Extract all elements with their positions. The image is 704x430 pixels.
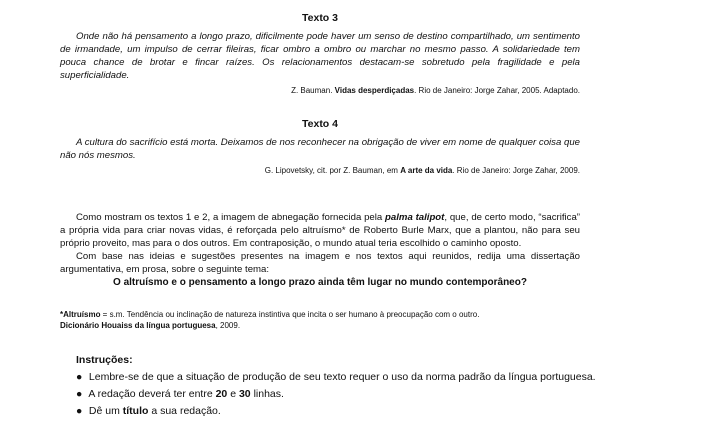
instruction-item-2-text: A redação deverá ter entre bbox=[88, 388, 216, 400]
instruction-item-3-end: a sua redação. bbox=[148, 405, 221, 417]
instruction-item-1-text: Lembre-se de que a situação de produção de seu texto requer o uso da norma padrão da língua portuguesa. bbox=[88, 371, 596, 383]
instruction-item-1 bbox=[76, 369, 596, 386]
min-lines-value: 20 bbox=[215, 388, 228, 400]
texto3-title: Texto 3 bbox=[302, 12, 338, 24]
texto4-reference bbox=[60, 166, 580, 175]
texto4-ref-rest: . Rio de Janeiro: Jorge Zahar, 2009. bbox=[452, 166, 580, 175]
footnote-year: , 2009. bbox=[215, 321, 241, 330]
texto4-ref-author: G. Lipovetsky, cit. por Z. Bauman, em bbox=[264, 166, 398, 175]
bullet-icon: ● bbox=[76, 371, 83, 383]
texto3-ref-work: Vidas desperdiçadas bbox=[334, 86, 415, 95]
titulo-emphasis: título bbox=[122, 405, 149, 417]
altruismo-footnote bbox=[60, 309, 580, 331]
instruction-item-2 bbox=[76, 386, 596, 403]
instructions-title: Instruções: bbox=[76, 354, 133, 366]
max-lines-value: 30 bbox=[238, 388, 251, 400]
palma-talipot-term: palma talipot bbox=[385, 212, 445, 223]
texto3-ref-author: Z. Bauman. bbox=[291, 86, 333, 95]
instruction-item-2-end: linhas. bbox=[250, 388, 284, 400]
texto3-body: Onde não há pensamento a longo prazo, dificilmente pode haver um senso de destino compartilhado, um sentimento de irmandade, um impulso de cerrar fileiras, ficar ombro a ombro ou marchar no mesmo passo. A solidariedade tem pouca chance de brotar e fincar raízes. Os relacionamentos destacam-se sobretudo pela fragilidade e pela superficialidade. bbox=[60, 31, 580, 81]
texto3-ref-rest: . Rio de Janeiro: Jorge Zahar, 2005. Adaptado. bbox=[414, 86, 580, 95]
bullet-icon: ● bbox=[76, 405, 83, 417]
bullet-icon: ● bbox=[76, 388, 83, 400]
texto4-title: Texto 4 bbox=[302, 118, 338, 130]
texto4-ref-work: A arte da vida bbox=[400, 166, 453, 175]
texto4-section bbox=[60, 136, 580, 175]
texto3-reference bbox=[60, 86, 580, 95]
proposta-paragraph-1 bbox=[60, 211, 580, 250]
tema-heading: O altruísmo e o pensamento a longo prazo ainda têm lugar no mundo contemporâneo? bbox=[113, 277, 527, 288]
instruction-item-3-text: Dê um bbox=[88, 405, 123, 417]
instruction-item-2-mid: e bbox=[227, 388, 239, 400]
texto3-section bbox=[60, 30, 580, 95]
texto4-body: A cultura do sacrifício está morta. Deixamos de nos reconhecer na obrigação de viver em nome de qualquer coisa que não nós mesmos. bbox=[60, 137, 580, 161]
footnote-source: Dicionário Houaiss da língua portuguesa bbox=[60, 321, 216, 330]
footnote-definition: = s.m. Tendência ou inclinação de natureza instintiva que incita o ser humano à preocupação com o outro. bbox=[100, 310, 480, 319]
proposta-p1-end: , que, de certo modo, “sacrifica” a própria vida para criar novas vidas, é reforçada pelo altruísmo* de Roberto Burle Marx, que a plantou, não para seu próprio proveito, mas para o dos outros. Em contraposição, o mundo atual teria escolhido o caminho oposto. bbox=[60, 212, 580, 249]
proposta-paragraph-2: Com base nas ideias e sugestões presentes na imagem e nos textos aqui reunidos, redija uma dissertação argumentativa, em prosa, sobre o seguinte tema: bbox=[60, 251, 580, 275]
proposta-section bbox=[60, 211, 580, 288]
footnote-term: *Altruísmo bbox=[60, 310, 101, 319]
instruction-item-3 bbox=[76, 403, 596, 420]
instructions-section bbox=[76, 352, 596, 420]
proposta-p1-start: Como mostram os textos 1 e 2, a imagem de abnegação fornecida pela bbox=[76, 212, 383, 223]
